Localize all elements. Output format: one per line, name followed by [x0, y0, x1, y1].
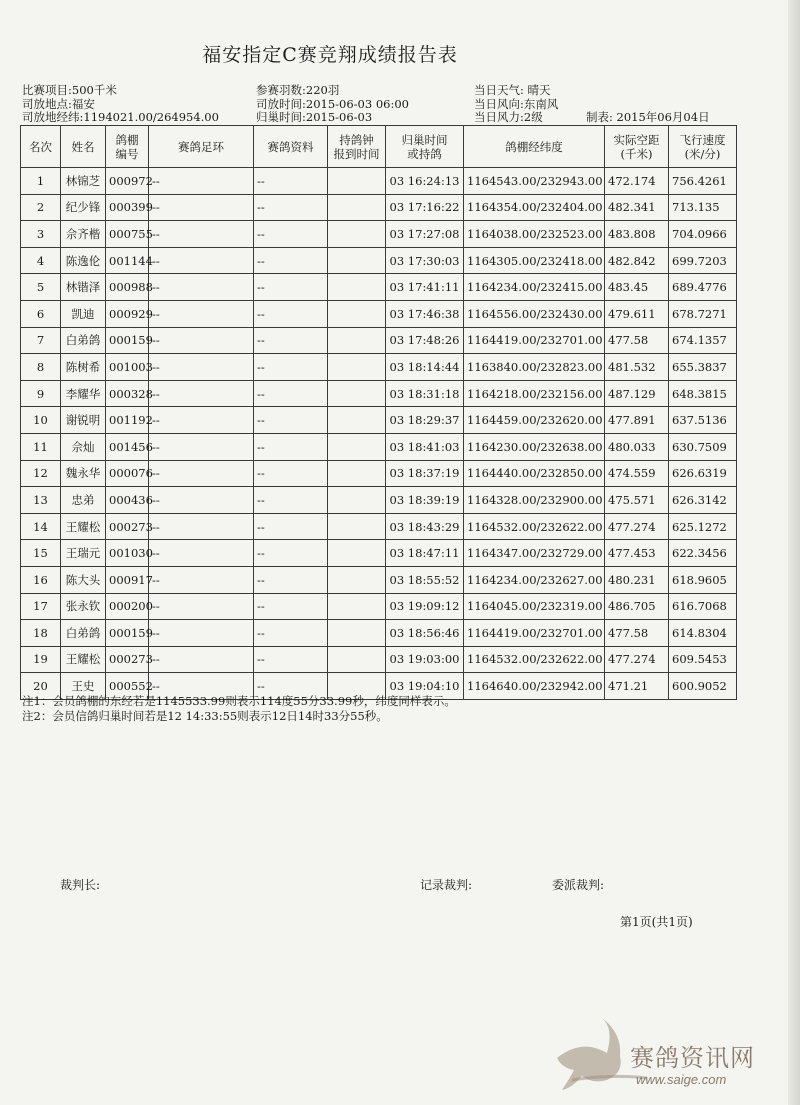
- row-speed: 678.7271: [669, 300, 737, 327]
- row-distance: 486.705: [605, 593, 669, 620]
- row-coord: 1164556.00/232430.00: [464, 300, 605, 327]
- row-rank: 17: [21, 593, 61, 620]
- row-coord: 1164347.00/232729.00: [464, 540, 605, 567]
- row-speed: 626.3142: [669, 487, 737, 514]
- watermark-text: 赛鸽资讯网: [630, 1044, 755, 1072]
- row-speed: 622.3456: [669, 540, 737, 567]
- meta-event: 比赛项目:500千米: [22, 83, 117, 97]
- header-name: 姓名: [61, 126, 106, 168]
- row-clock: [328, 540, 386, 567]
- row-rank: 16: [21, 566, 61, 593]
- row-distance: 477.58: [605, 327, 669, 354]
- row-name: 林锦芝: [61, 168, 106, 195]
- row-ring: --: [149, 540, 254, 567]
- row-ring: --: [149, 247, 254, 274]
- row-name: 李耀华: [61, 380, 106, 407]
- header-speed: 飞行速度 (米/分): [669, 126, 737, 168]
- row-rank: 5: [21, 274, 61, 301]
- row-ring: --: [149, 566, 254, 593]
- row-coord: 1164230.00/232638.00: [464, 433, 605, 460]
- row-arrival: 03 17:27:08: [386, 221, 464, 248]
- row-info: --: [254, 620, 328, 647]
- table-row: [21, 354, 737, 381]
- row-distance: 477.891: [605, 407, 669, 434]
- row-speed: 614.8304: [669, 620, 737, 647]
- table-row: [21, 513, 737, 540]
- row-loft-no: 000328: [106, 380, 149, 407]
- row-ring: --: [149, 300, 254, 327]
- row-loft-no: 000273: [106, 513, 149, 540]
- row-clock: [328, 620, 386, 647]
- row-speed: 630.7509: [669, 433, 737, 460]
- row-distance: 487.129: [605, 380, 669, 407]
- row-rank: 12: [21, 460, 61, 487]
- row-coord: 1164218.00/232156.00: [464, 380, 605, 407]
- row-distance: 483.45: [605, 274, 669, 301]
- row-loft-no: 000399: [106, 194, 149, 221]
- row-speed: 689.4776: [669, 274, 737, 301]
- row-rank: 9: [21, 380, 61, 407]
- row-rank: 13: [21, 487, 61, 514]
- row-distance: 477.453: [605, 540, 669, 567]
- row-coord: 1164532.00/232622.00: [464, 513, 605, 540]
- row-clock: [328, 327, 386, 354]
- header-coord: 鸽棚经纬度: [464, 126, 605, 168]
- table-row: [21, 433, 737, 460]
- row-coord: 1164640.00/232942.00: [464, 673, 605, 700]
- row-clock: [328, 566, 386, 593]
- row-ring: --: [149, 513, 254, 540]
- row-clock: [328, 646, 386, 673]
- row-loft-no: 000159: [106, 620, 149, 647]
- row-name: 佘灿: [61, 433, 106, 460]
- row-loft-no: 000200: [106, 593, 149, 620]
- row-rank: 14: [21, 513, 61, 540]
- table-row: [21, 460, 737, 487]
- row-name: 陈大头: [61, 566, 106, 593]
- row-clock: [328, 380, 386, 407]
- row-name: 白弟鸽: [61, 327, 106, 354]
- watermark-url: www.saige.com: [636, 1072, 727, 1087]
- row-arrival: 03 16:24:13: [386, 168, 464, 195]
- row-ring: --: [149, 194, 254, 221]
- row-rank: 4: [21, 247, 61, 274]
- page-edge-shadow: [788, 0, 800, 1105]
- row-arrival: 03 18:56:46: [386, 620, 464, 647]
- row-info: --: [254, 380, 328, 407]
- row-ring: --: [149, 487, 254, 514]
- row-coord: 1164532.00/232622.00: [464, 646, 605, 673]
- row-speed: 626.6319: [669, 460, 737, 487]
- table-row: [21, 274, 737, 301]
- row-distance: 481.532: [605, 354, 669, 381]
- recording-referee-label: 记录裁判:: [420, 878, 473, 892]
- row-distance: 471.21: [605, 673, 669, 700]
- row-info: --: [254, 540, 328, 567]
- row-rank: 8: [21, 354, 61, 381]
- row-info: --: [254, 407, 328, 434]
- row-clock: [328, 194, 386, 221]
- row-ring: --: [149, 407, 254, 434]
- row-name: 王耀松: [61, 646, 106, 673]
- row-coord: 1164234.00/232627.00: [464, 566, 605, 593]
- header-ring: 赛鸽足环: [149, 126, 254, 168]
- row-speed: 655.3837: [669, 354, 737, 381]
- row-arrival: 03 18:29:37: [386, 407, 464, 434]
- meta-weather: 当日天气: 晴天: [474, 83, 551, 97]
- row-ring: --: [149, 460, 254, 487]
- row-coord: 1164234.00/232415.00: [464, 274, 605, 301]
- table-row: [21, 487, 737, 514]
- row-info: --: [254, 566, 328, 593]
- table-row: [21, 380, 737, 407]
- row-name: 纪少锋: [61, 194, 106, 221]
- row-ring: --: [149, 620, 254, 647]
- table-row: [21, 646, 737, 673]
- row-rank: 1: [21, 168, 61, 195]
- row-rank: 7: [21, 327, 61, 354]
- row-name: 王耀松: [61, 513, 106, 540]
- row-ring: --: [149, 327, 254, 354]
- row-name: 陈树希: [61, 354, 106, 381]
- table-row: [21, 168, 737, 195]
- row-loft-no: 001192: [106, 407, 149, 434]
- row-ring: --: [149, 221, 254, 248]
- row-name: 魏永华: [61, 460, 106, 487]
- row-name: 白弟鸽: [61, 620, 106, 647]
- row-info: --: [254, 247, 328, 274]
- row-info: --: [254, 194, 328, 221]
- row-loft-no: 000552: [106, 673, 149, 700]
- row-rank: 2: [21, 194, 61, 221]
- row-loft-no: 000436: [106, 487, 149, 514]
- header-rank: 名次: [21, 126, 61, 168]
- row-arrival: 03 18:41:03: [386, 433, 464, 460]
- row-info: --: [254, 593, 328, 620]
- row-loft-no: 000755: [106, 221, 149, 248]
- row-info: --: [254, 327, 328, 354]
- row-clock: [328, 407, 386, 434]
- meta-wind-direction: 当日风向:东南风: [474, 97, 559, 111]
- row-arrival: 03 17:48:26: [386, 327, 464, 354]
- footnote-1: 注1：会员鸽棚的东经若是1145533.99则表示114度55分33.99秒，纬度同样表示。: [22, 694, 456, 708]
- row-coord: 1163840.00/232823.00: [464, 354, 605, 381]
- row-clock: [328, 593, 386, 620]
- results-table: [20, 125, 737, 700]
- meta-release-time: 司放时间:2015-06-03 06:00: [256, 97, 409, 111]
- row-clock: [328, 168, 386, 195]
- meta-birds: 参赛羽数:220羽: [256, 83, 340, 97]
- row-clock: [328, 433, 386, 460]
- meta-release-site: 司放地点:福安: [22, 97, 95, 111]
- row-coord: 1164038.00/232523.00: [464, 221, 605, 248]
- row-rank: 6: [21, 300, 61, 327]
- row-coord: 1164419.00/232701.00: [464, 620, 605, 647]
- appointed-referee-label: 委派裁判:: [552, 878, 605, 892]
- row-info: --: [254, 433, 328, 460]
- row-coord: 1164328.00/232900.00: [464, 487, 605, 514]
- row-arrival: 03 17:30:03: [386, 247, 464, 274]
- row-loft-no: 000273: [106, 646, 149, 673]
- row-arrival: 03 19:09:12: [386, 593, 464, 620]
- row-coord: 1164305.00/232418.00: [464, 247, 605, 274]
- row-coord: 1164459.00/232620.00: [464, 407, 605, 434]
- row-clock: [328, 354, 386, 381]
- header-info: 赛鸽资料: [254, 126, 328, 168]
- row-distance: 477.58: [605, 620, 669, 647]
- row-name: 陈逸伦: [61, 247, 106, 274]
- table-row: [21, 620, 737, 647]
- row-arrival: 03 18:55:52: [386, 566, 464, 593]
- row-ring: --: [149, 354, 254, 381]
- row-arrival: 03 18:31:18: [386, 380, 464, 407]
- row-arrival: 03 19:03:00: [386, 646, 464, 673]
- row-clock: [328, 487, 386, 514]
- row-coord: 1164543.00/232943.00: [464, 168, 605, 195]
- row-ring: --: [149, 433, 254, 460]
- row-loft-no: 000159: [106, 327, 149, 354]
- row-coord: 1164354.00/232404.00: [464, 194, 605, 221]
- row-speed: 756.4261: [669, 168, 737, 195]
- row-ring: --: [149, 380, 254, 407]
- row-arrival: 03 17:46:38: [386, 300, 464, 327]
- row-speed: 699.7203: [669, 247, 737, 274]
- row-coord: 1164440.00/232850.00: [464, 460, 605, 487]
- meta-release-coord: 司放地经纬:1194021.00/264954.00: [22, 110, 219, 124]
- row-info: --: [254, 513, 328, 540]
- row-speed: 618.9605: [669, 566, 737, 593]
- row-distance: 480.033: [605, 433, 669, 460]
- row-arrival: 03 17:16:22: [386, 194, 464, 221]
- row-rank: 10: [21, 407, 61, 434]
- row-info: --: [254, 221, 328, 248]
- row-arrival: 03 18:14:44: [386, 354, 464, 381]
- row-distance: 472.174: [605, 168, 669, 195]
- row-rank: 15: [21, 540, 61, 567]
- header-loft-no: 鸽棚 编号: [106, 126, 149, 168]
- row-rank: 11: [21, 433, 61, 460]
- row-coord: 1164045.00/232319.00: [464, 593, 605, 620]
- row-info: --: [254, 168, 328, 195]
- row-name: 忠弟: [61, 487, 106, 514]
- row-speed: 704.0966: [669, 221, 737, 248]
- row-distance: 477.274: [605, 513, 669, 540]
- row-speed: 600.9052: [669, 673, 737, 700]
- row-distance: 475.571: [605, 487, 669, 514]
- row-name: 佘齐楷: [61, 221, 106, 248]
- table-row: [21, 540, 737, 567]
- row-distance: 482.842: [605, 247, 669, 274]
- report-title: 福安指定C赛竞翔成绩报告表: [202, 44, 458, 66]
- row-distance: 474.559: [605, 460, 669, 487]
- row-info: --: [254, 460, 328, 487]
- row-loft-no: 001144: [106, 247, 149, 274]
- row-loft-no: 001030: [106, 540, 149, 567]
- row-ring: --: [149, 593, 254, 620]
- row-arrival: 03 18:47:11: [386, 540, 464, 567]
- table-row: [21, 194, 737, 221]
- row-clock: [328, 247, 386, 274]
- row-clock: [328, 274, 386, 301]
- row-name: 王瑞元: [61, 540, 106, 567]
- page-number: 第1页(共1页): [620, 915, 693, 929]
- table-row: [21, 300, 737, 327]
- table-row: [21, 407, 737, 434]
- row-speed: 609.5453: [669, 646, 737, 673]
- row-speed: 713.135: [669, 194, 737, 221]
- row-loft-no: 000076: [106, 460, 149, 487]
- row-distance: 480.231: [605, 566, 669, 593]
- row-name: 王史: [61, 673, 106, 700]
- header-arrival: 归巢时间 或持鸽: [386, 126, 464, 168]
- row-loft-no: 000929: [106, 300, 149, 327]
- row-distance: 482.341: [605, 194, 669, 221]
- row-rank: 20: [21, 673, 61, 700]
- row-speed: 616.7068: [669, 593, 737, 620]
- row-clock: [328, 221, 386, 248]
- meta-made-date: 制表: 2015年06月04日: [586, 110, 710, 124]
- table-row: [21, 221, 737, 248]
- row-coord: 1164419.00/232701.00: [464, 327, 605, 354]
- row-ring: --: [149, 673, 254, 700]
- meta-wind-force: 当日风力:2级: [474, 110, 543, 124]
- row-clock: [328, 460, 386, 487]
- row-ring: --: [149, 168, 254, 195]
- row-arrival: 03 17:41:11: [386, 274, 464, 301]
- row-distance: 483.808: [605, 221, 669, 248]
- row-speed: 648.3815: [669, 380, 737, 407]
- row-arrival: 03 18:37:19: [386, 460, 464, 487]
- footnote-2: 注2：会员信鸽归巢时间若是12 14:33:55则表示12日14时33分55秒。: [22, 709, 388, 723]
- row-name: 谢锐明: [61, 407, 106, 434]
- header-distance: 实际空距 (千米): [605, 126, 669, 168]
- chief-referee-label: 裁判长:: [60, 878, 101, 892]
- row-arrival: 03 19:04:10: [386, 673, 464, 700]
- row-distance: 477.274: [605, 646, 669, 673]
- table-header-row: [21, 126, 737, 168]
- table-row: [21, 247, 737, 274]
- row-clock: [328, 300, 386, 327]
- row-info: --: [254, 354, 328, 381]
- row-ring: --: [149, 646, 254, 673]
- table-row: [21, 566, 737, 593]
- row-speed: 625.1272: [669, 513, 737, 540]
- row-loft-no: 000972: [106, 168, 149, 195]
- row-name: 凯迪: [61, 300, 106, 327]
- row-info: --: [254, 487, 328, 514]
- table-row: [21, 327, 737, 354]
- row-speed: 674.1357: [669, 327, 737, 354]
- row-arrival: 03 18:39:19: [386, 487, 464, 514]
- row-loft-no: 001003: [106, 354, 149, 381]
- row-info: --: [254, 300, 328, 327]
- row-info: --: [254, 673, 328, 700]
- row-loft-no: 000917: [106, 566, 149, 593]
- table-row: [21, 593, 737, 620]
- row-rank: 18: [21, 620, 61, 647]
- row-name: 张永钦: [61, 593, 106, 620]
- row-name: 林锴泽: [61, 274, 106, 301]
- row-loft-no: 000988: [106, 274, 149, 301]
- row-arrival: 03 18:43:29: [386, 513, 464, 540]
- row-info: --: [254, 646, 328, 673]
- row-loft-no: 001456: [106, 433, 149, 460]
- meta-return-time: 归巢时间:2015-06-03: [256, 110, 373, 124]
- header-clock: 持鸽钟 报到时间: [328, 126, 386, 168]
- row-info: --: [254, 274, 328, 301]
- row-distance: 479.611: [605, 300, 669, 327]
- footnotes: [22, 694, 456, 724]
- row-rank: 19: [21, 646, 61, 673]
- row-speed: 637.5136: [669, 407, 737, 434]
- row-rank: 3: [21, 221, 61, 248]
- row-clock: [328, 513, 386, 540]
- row-ring: --: [149, 274, 254, 301]
